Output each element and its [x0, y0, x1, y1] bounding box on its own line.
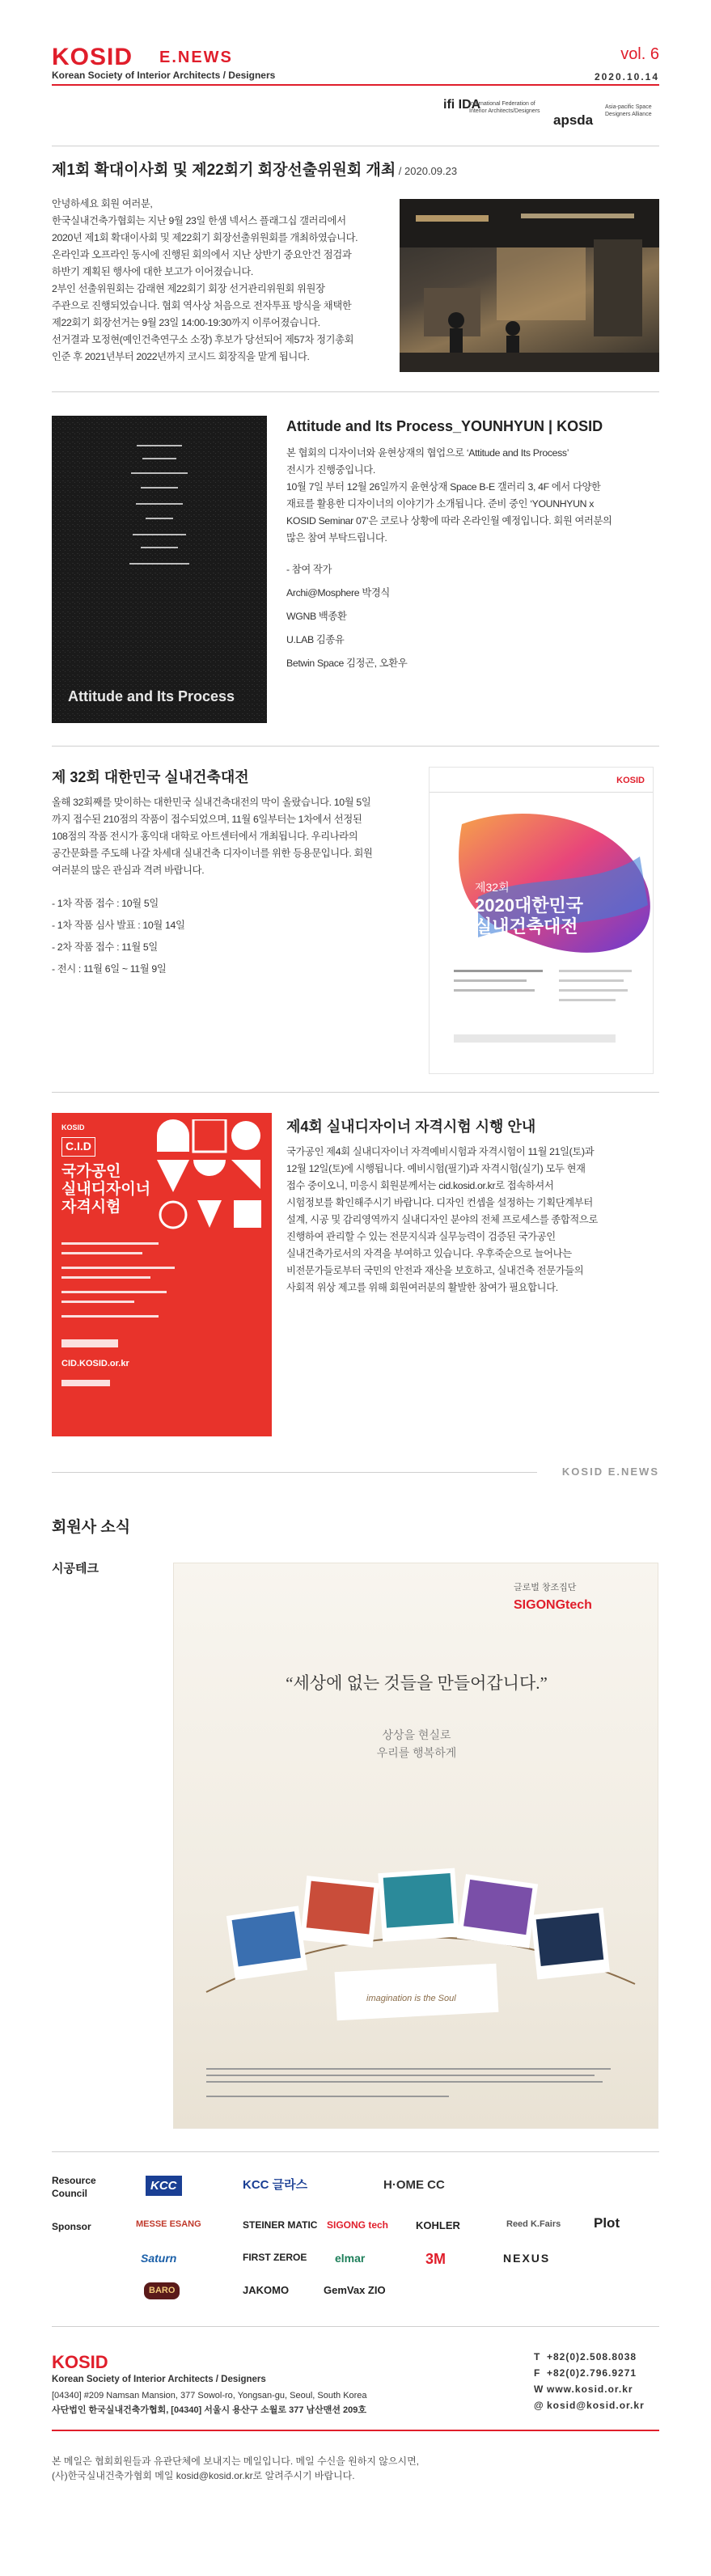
sponsor-logo-jakomo[interactable]: JAKOMO: [243, 2284, 290, 2296]
attitude-line: KOSID Seminar 07’은 코로나 상황에 따라 온라인월 예정입니다. 회원 여러분의: [286, 515, 612, 527]
cert-line: 비전문가들로부터 국민의 안전과 재산을 보호하고, 실내건축 전문가들의: [286, 1265, 584, 1276]
attitude-line: 전시가 진행중입니다.: [286, 464, 375, 476]
attitude-poster: [52, 416, 267, 723]
ad-brand-small: 글로벌 창조집단: [514, 1583, 577, 1593]
sponsor-logo-kohler[interactable]: KOHLER: [416, 2219, 460, 2231]
section-divider: [52, 391, 659, 392]
meeting-photo: [400, 199, 659, 372]
exhibition-body: [52, 794, 424, 978]
exhibition-title: 제 32회 대한민국 실내건축대전: [52, 769, 249, 785]
brand-divider-line: [52, 1472, 537, 1473]
footer-divider: [52, 2430, 659, 2431]
cert-line: 접수 중이오니, 미응시 회원분께서는 cid.kosid.or.kr로 접속하셔서: [286, 1180, 554, 1191]
ad-strip: imagination is the Soul: [366, 1994, 456, 2003]
meeting-line: 2부인 선출위원회는 감래현 제22회기 회장 선거관리위원회 위원장: [52, 283, 325, 294]
cert-line: 국가공인 제4회 실내디자이너 자격예비시험과 자격시험이 11월 21일(토)과: [286, 1146, 595, 1157]
org-subtitle: Korean Society of Interior Architects / Designers: [52, 70, 276, 81]
cert-poster-label: C.I.D: [61, 1137, 95, 1157]
exhibition-line: 공간문화를 주도해 나갈 차세대 실내건축 디자이너를 위한 등용문입니다. 회원: [52, 848, 373, 859]
attitude-line: 많은 참여 부탁드립니다.: [286, 532, 387, 544]
members-heading: 회원사 소식: [52, 1519, 131, 1536]
footer-logo[interactable]: KOSID: [52, 2352, 108, 2372]
resource-council-label: Resource Council: [52, 2175, 96, 2199]
cert-poster: [52, 1113, 272, 1436]
tel-value: +82(0)2.508.8038: [547, 2351, 637, 2362]
exhibition-line: 108점의 작품 전시가 홍익대 대학로 아트센터에서 개최됩니다. 우리나라의: [52, 831, 358, 842]
lobby-illustration: [400, 199, 659, 372]
poster-edition: 제32회: [475, 881, 510, 894]
schedule-item: - 1차 작품 접수 : 10월 5일: [52, 898, 159, 909]
meeting-body: [52, 196, 390, 366]
footer-org: Korean Society of Interior Architects / Designers: [52, 2375, 266, 2384]
enews-label: E.NEWS: [159, 49, 233, 66]
sponsor-logo-steinermatic[interactable]: STEINER MATIC: [243, 2219, 318, 2231]
schedule-item: - 1차 작품 심사 발표 : 10월 14일: [52, 920, 185, 931]
meeting-line: 제22회기 회장선거는 9월 23일 14:00-19:30까지 이루어졌습니다.: [52, 317, 320, 328]
meeting-date: / 2020.09.23: [396, 165, 458, 177]
cert-title: 제4회 실내디자이너 자격시험 시행 안내: [286, 1119, 536, 1135]
sponsor-label: Sponsor: [52, 2221, 91, 2232]
section-divider: [52, 2151, 659, 2152]
cert-line: 사회적 위상 제고를 위해 회원여러분의 활발한 참여가 필요합니다.: [286, 1282, 558, 1293]
meeting-line: 주관으로 진행되었습니다. 협회 역사상 처음으로 전자투표 방식을 채택한: [52, 300, 352, 311]
meeting-line: 선거결과 모정현(예인건축연구소 소장) 후보가 당선되어 제57차 정기총회: [52, 334, 354, 345]
cert-body: [286, 1144, 660, 1296]
member-company: 시공테크: [52, 1562, 99, 1576]
fax-value: +82(0)2.796.9271: [547, 2367, 637, 2379]
sponsor-logo-homecc[interactable]: H·OME CC: [383, 2178, 445, 2192]
attitude-body: [286, 445, 660, 672]
sponsor-logo-baro[interactable]: BARO: [144, 2282, 180, 2299]
sponsor-logo-nexus[interactable]: NEXUS: [503, 2252, 551, 2265]
ad-headline: “세상에 없는 것들을 만들어갑니다.”: [286, 1673, 548, 1693]
sponsor-logo-kcc-glass[interactable]: KCC 글라스: [243, 2178, 308, 2192]
attitude-line: 10월 7일 부터 12월 26일까지 윤현상재 Space B-E 갤러리 3, 4F 에서 다양한: [286, 481, 601, 493]
exhibition-line: 여러분의 많은 관심과 격려 바랍니다.: [52, 865, 205, 876]
poster-title-1: 2020대한민국: [475, 895, 583, 916]
sponsor-logo-firstzeroe[interactable]: FIRST ZEROE: [243, 2252, 307, 2263]
meeting-line: 한국실내건축가협회는 지난 9월 23일 한샘 넥서스 플래그십 갤러리에서: [52, 215, 346, 226]
attitude-title: Attitude and Its Process_YOUNHYUN | KOSID: [286, 418, 603, 434]
attitude-line: 본 협회의 디자이너와 윤현상재의 협업으로 ‘Attitude and Its Process’: [286, 447, 569, 459]
meeting-title: [52, 159, 457, 182]
cert-poster-title-1: 국가공인: [61, 1163, 121, 1180]
sponsor-logo-kcc[interactable]: KCC: [146, 2176, 182, 2196]
mail-link[interactable]: kosid@kosid.or.kr: [547, 2400, 645, 2411]
apsda-logo: apsda: [553, 112, 594, 128]
ad-sub-1: 상상을 현실로: [382, 1728, 451, 1741]
poster-brand: KOSID: [616, 776, 645, 785]
cert-poster-pattern: [157, 1119, 266, 1233]
attitude-poster-art: [52, 416, 267, 723]
issue-date: 2020.10.14: [594, 71, 659, 82]
cert-poster-brand: KOSID: [61, 1123, 85, 1131]
meeting-line: 하반기 계획된 행사에 대한 보고가 이어졌습니다.: [52, 266, 253, 277]
meeting-line: 안녕하세요 회원 여러분,: [52, 198, 153, 209]
sponsor-logo-plot[interactable]: Plot: [594, 2215, 620, 2231]
meeting-line: 온라인과 오프라인 동시에 진행된 회의에서 지난 상반기 중요안건 점검과: [52, 249, 352, 260]
brand-divider-label: KOSID E.NEWS: [561, 1466, 659, 1478]
ad-footer-text: [206, 2065, 627, 2113]
attitude-poster-title: Attitude and Its Process: [68, 688, 235, 704]
mail-label: @: [534, 2400, 544, 2411]
ad-sub-2: 우리를 행복하게: [376, 1746, 457, 1759]
artist-item: Betwin Space 김정곤, 오환우: [286, 658, 408, 669]
apsda-desc: Asia-pacific Space Designers Alliance: [605, 104, 652, 117]
ad-brand: SIGONGtech: [514, 1598, 592, 1612]
cert-poster-footer: CID.KOSID.or.kr: [61, 1359, 129, 1368]
section-divider: [52, 2326, 659, 2327]
section-divider: [52, 746, 659, 747]
artists-label: - 참여 작가: [286, 564, 332, 575]
cert-line: 실내건축가로서의 자격을 부여하고 있습니다. 우후죽순으로 늘어나는: [286, 1248, 572, 1259]
kosid-logo[interactable]: KOSID: [52, 44, 133, 70]
cert-line: 진행하여 관리할 수 있는 전문지식과 실무능력이 검증된 국가공인: [286, 1231, 556, 1242]
footer-addr-en: [04340] #209 Namsan Mansion, 377 Sowol-ro, Yongsan-gu, Seoul, South Korea: [52, 2391, 367, 2400]
artist-item: U.LAB 김종유: [286, 634, 345, 645]
contact-fax: [534, 2365, 645, 2381]
contact-web[interactable]: [534, 2381, 645, 2397]
attitude-line: 재료를 활용한 디자이너의 이야기가 소개됩니다. 준비 중인 ‘YOUNHYUN x: [286, 498, 595, 510]
footer-note-2: (사)한국실내건축가협회 메일 kosid@kosid.or.kr로 알려주시기 바랍니다.: [52, 2470, 355, 2481]
ifi-name: ifi IDA: [443, 98, 481, 112]
web-label: W: [534, 2384, 544, 2395]
contact-tel: [534, 2349, 645, 2365]
sponsor-logo-saturn[interactable]: Saturn: [141, 2252, 177, 2265]
web-link[interactable]: www.kosid.or.kr: [547, 2384, 633, 2395]
ifi-desc: International Federation of Interior Architects/Designers: [469, 101, 540, 114]
cert-line: 12월 12일(토)에 시행됩니다. 예비시험(필기)과 자격시험(실기) 모두 현재: [286, 1163, 586, 1174]
footer-note-1: 본 메일은 협회회원들과 유관단체에 보내지는 메일입니다. 메일 수신을 원하지 않으시면,: [52, 2455, 419, 2467]
volume-label: vol. 6: [620, 45, 659, 63]
tel-label: T: [534, 2351, 541, 2362]
header-divider: [52, 84, 659, 86]
schedule-item: - 2차 작품 접수 : 11월 5일: [52, 941, 158, 953]
exhibition-poster: [429, 767, 654, 1074]
footer-addr-ko: 사단법인 한국실내건축가협회, [04340] 서울시 용산구 소월로 377 남산맨션 209호: [52, 2405, 367, 2415]
exhibition-line: 올해 32회째를 맞이하는 대한민국 실내건축대전의 막이 올랐습니다. 10월 5일: [52, 797, 371, 808]
cert-poster-text-lines: [61, 1234, 264, 1412]
sponsor-logo-elmar[interactable]: elmar: [335, 2252, 366, 2265]
contact-mail[interactable]: [534, 2397, 645, 2413]
sponsor-logo-3m[interactable]: 3M: [425, 2251, 446, 2267]
artist-item: WGNB 백종환: [286, 611, 347, 622]
fax-label: F: [534, 2367, 541, 2379]
footer-contacts: [534, 2349, 645, 2413]
exhibition-line: 까지 접수된 210점의 작품이 접수되었으며, 11월 6일부터는 1차에서 선정된: [52, 814, 362, 825]
schedule-item: - 전시 : 11월 6일 ~ 11월 9일: [52, 963, 167, 975]
cert-line: 설계, 시공 및 감리영역까지 실내디자인 분야의 전체 프로세스를 종합적으로: [286, 1214, 598, 1225]
section-divider: [52, 1092, 659, 1093]
cert-poster-title-2: 실내디자이너: [61, 1181, 151, 1198]
poster-title-2: 실내건축대전: [475, 916, 578, 937]
artist-item: Archi@Mosphere 박경식: [286, 587, 390, 599]
meeting-line: 인준 후 2021년부터 2022년까지 코시드 회장직을 맡게 됩니다.: [52, 351, 310, 362]
sigongtech-ad[interactable]: [173, 1563, 658, 2129]
sponsor-logo-sigongtech[interactable]: SIGONG tech: [327, 2219, 389, 2231]
sponsor-logo-gemvax[interactable]: GemVax ZIO: [324, 2284, 386, 2296]
sponsor-logo-messe[interactable]: MESSE ESANG: [136, 2219, 201, 2229]
cert-poster-title-3: 자격시험: [61, 1199, 121, 1216]
sponsor-logo-reed[interactable]: Reed K.Fairs: [506, 2219, 561, 2229]
meeting-line: 2020년 제1회 확대이사회 및 제22회기 회장선출위원회를 개최하였습니다.: [52, 232, 358, 243]
cert-line: 시험정보를 확인해주시기 바랍니다. 디자인 컨셉을 설정하는 기획단계부터: [286, 1197, 593, 1208]
meeting-title-text: 제1회 확대이사회 및 제22회기 회장선출위원회 개최: [52, 162, 396, 179]
cert-poster-title: [61, 1163, 150, 1216]
